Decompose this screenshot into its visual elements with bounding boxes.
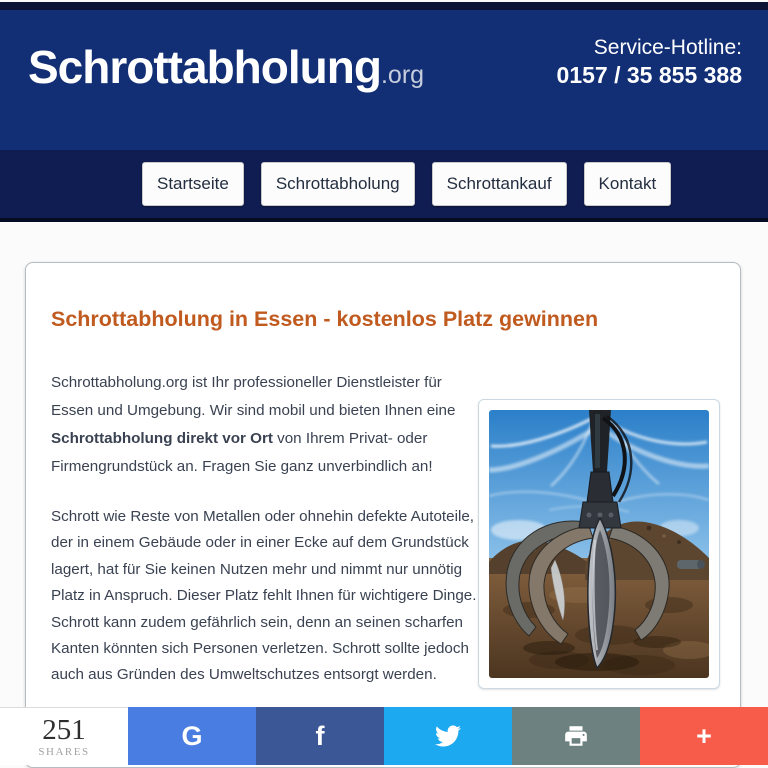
- content-card: [25, 262, 741, 768]
- share-count: 251: [42, 714, 86, 746]
- hotline-label: Service-Hotline:: [593, 36, 742, 59]
- twitter-bird-icon: [435, 723, 461, 749]
- intro-text-after: von Ihrem Privat- oder Firmengrundstück an. Fragen Sie ganz unverbindlich an!: [51, 430, 433, 475]
- intro-text-bold: Schrottabholung direkt vor Ort: [51, 430, 273, 447]
- share-twitter-button[interactable]: [384, 707, 512, 765]
- intro-text-before: Schrottabholung.org ist Ihr professioneller Dienstleister für Essen und Umgebung. Wir sind mobil und bieten Ihnen eine: [51, 374, 456, 419]
- hotline-number[interactable]: 0157 / 35 855 388: [556, 62, 742, 88]
- main-nav: [0, 150, 768, 222]
- site-logo[interactable]: [28, 40, 424, 94]
- share-count-cell: [0, 707, 128, 765]
- site-logo-suffix: .org: [380, 61, 425, 89]
- share-print-button[interactable]: [512, 707, 640, 765]
- facebook-icon: f: [315, 720, 325, 751]
- share-count-label: SHARES: [38, 746, 90, 758]
- google-plus-icon: G: [181, 720, 203, 751]
- page-title: Schrottabholung in Essen - kostenlos Platz gewinnen: [51, 307, 599, 331]
- site-header: [0, 10, 768, 150]
- service-hotline: [557, 34, 742, 89]
- share-facebook-button[interactable]: [256, 707, 384, 765]
- nav-item-schrottabholung[interactable]: Schrottabholung: [261, 162, 415, 206]
- share-google-plus-button[interactable]: [128, 707, 256, 765]
- site-logo-main: Schrottabholung: [28, 41, 381, 93]
- share-bar: [0, 707, 768, 765]
- nav-item-startseite[interactable]: Startseite: [142, 162, 244, 206]
- body-paragraph: Schrott wie Reste von Metallen oder ohnehin defekte Autoteile, der in einem Gebäude oder in einer Ecke auf dem Grundstück lagert, hat für Sie keinen Nutzen mehr und nimmt nur unnötig Platz in Anspruch. Dieser Platz fehlt Ihnen für wichtigere Dinge. Schrott kann zudem gefährlich sein, denn an seinen scharfen Kanten könnten sich Personen verletzen. Schrott sollte jedoch auch aus Gründen des Umweltschutzes entsorgt werden.: [51, 508, 477, 684]
- scrap-grapple-photo: [489, 410, 709, 678]
- article-photo-frame: [478, 399, 720, 689]
- share-more-button[interactable]: [640, 707, 768, 765]
- top-accent-strip: [0, 2, 768, 10]
- nav-item-schrottankauf[interactable]: Schrottankauf: [432, 162, 567, 206]
- intro-paragraph: [51, 369, 484, 481]
- nav-item-kontakt[interactable]: Kontakt: [584, 162, 672, 206]
- plus-icon: +: [696, 720, 712, 751]
- printer-icon: [563, 723, 589, 749]
